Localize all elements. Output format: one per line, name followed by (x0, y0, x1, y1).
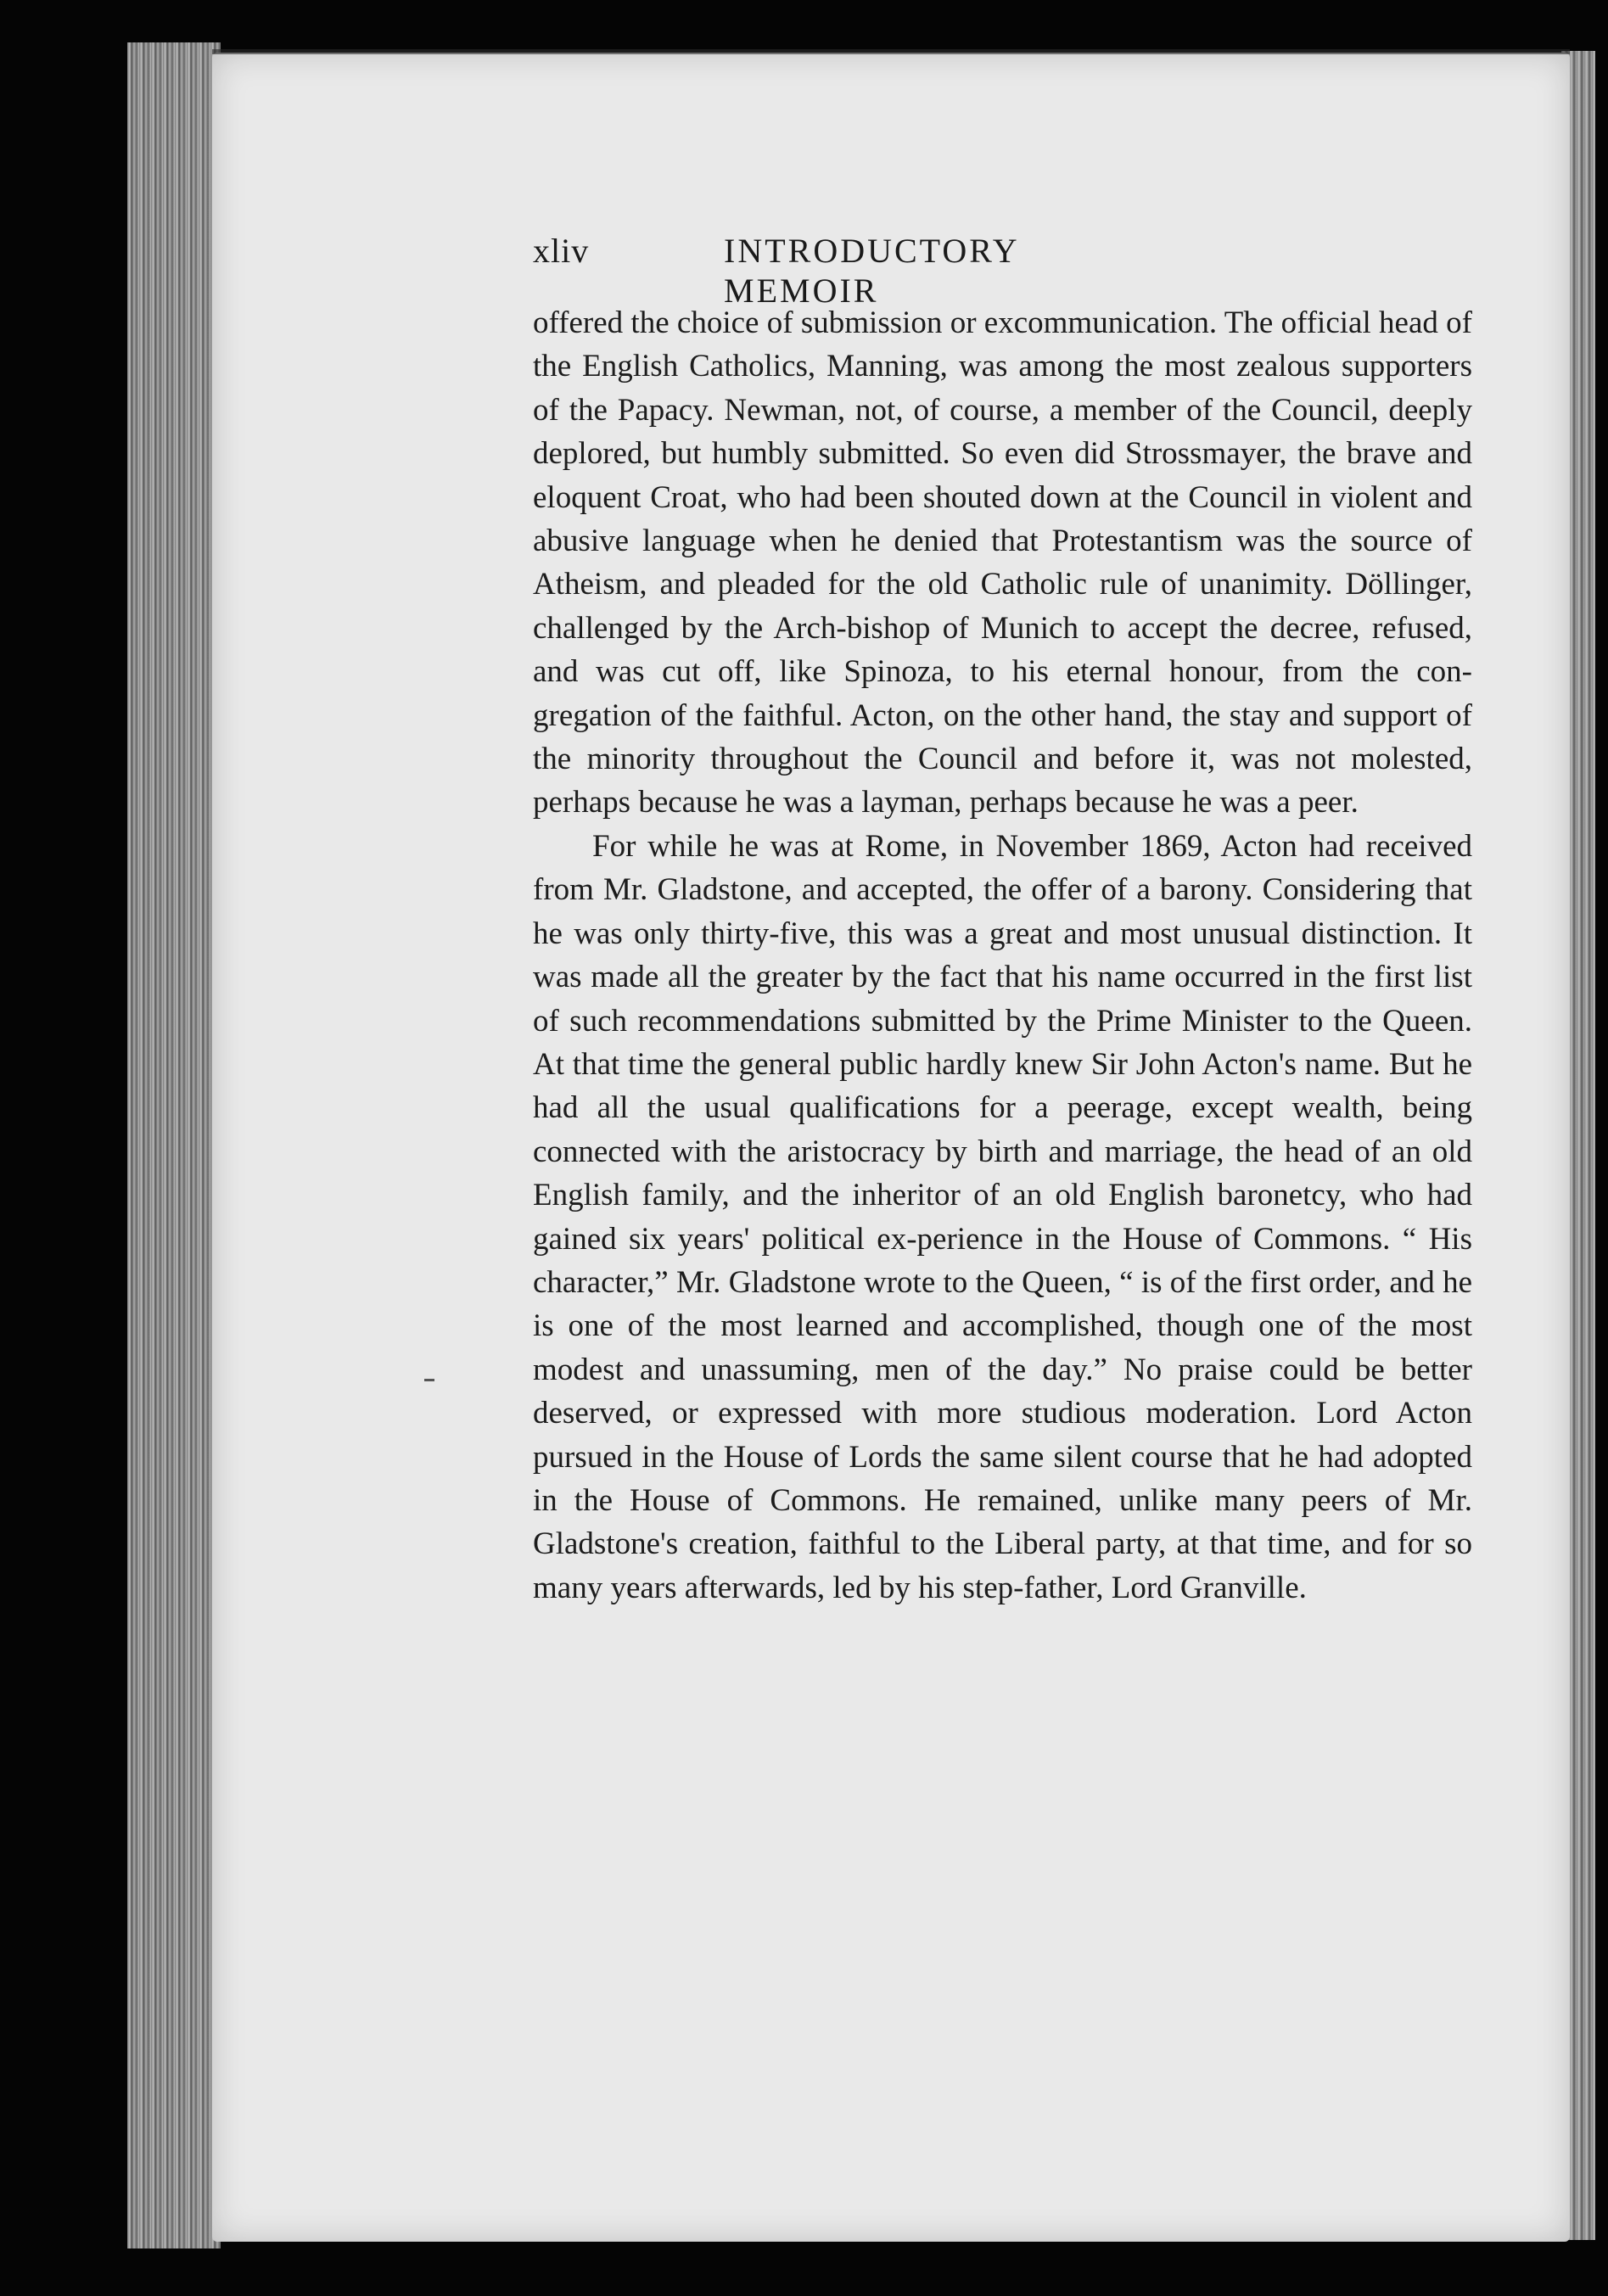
page-number: xliv (533, 232, 590, 270)
paragraph-1: offered the choice of submission or excommunication. The official head of the English Catholics, Manning, was among the most zealous supporters of the Papacy. Newman, not, of course, a member of the Council, deeply deplored, but humbly submitted. So even did Strossmayer, the brave and eloquent Croat, who had been shouted down at the Council in violent and abusive language when he denied that Protestantism was the source of Atheism, and pleaded for the old Catholic rule of unanimity. Döllinger, challenged by the Arch-bishop of Munich to accept the decree, refused, and was cut off, like Spinoza, to his eternal honour, from the con-gregation of the faithful. Acton, on the other hand, the stay and support of the minority throughout the Council and before it, was not molested, perhaps because he was a layman, perhaps because he was a peer. (533, 305, 1472, 820)
running-head-area (321, 231, 1492, 310)
running-head-title: INTRODUCTORY MEMOIR (724, 232, 1019, 310)
paragraph-2: For while he was at Rome, in November 1869, Acton had received from Mr. Gladstone, and accepted, the offer of a barony. Considering that he was only thirty-five, this was a great and most unusual distinction. It was made all the greater by the fact that his name occurred in the first list of such recommendations submitted by the Prime Minister to the Queen. At that time the general public hardly knew Sir John Acton's name. But he had all the usual qualifications for a peerage, except wealth, being connected with the aristocracy by birth and marriage, the head of an old English family, and the inheritor of an old English baronetcy, who had gained six years' political ex-perience in the House of Commons. “ His character,” Mr. Gladstone wrote to the Queen, “ is of the first order, and he is one of the most learned and accomplished, though one of the most modest and unassuming, men of the day.” No praise could be better deserved, or expressed with more studious moderation. Lord Acton pursued in the House of Lords the same silent course that he had adopted in the House of Commons. He remained, unlike many peers of Mr. Gladstone's creation, faithful to the Liberal party, at that time, and for so many years afterwards, led by his step-father, Lord Granville. (533, 828, 1472, 1605)
page-edges-left (127, 42, 221, 2248)
top-edge-shadow (212, 49, 1570, 54)
running-head (321, 231, 1084, 310)
margin-mark (424, 1379, 434, 1381)
body-text (533, 301, 1472, 1610)
